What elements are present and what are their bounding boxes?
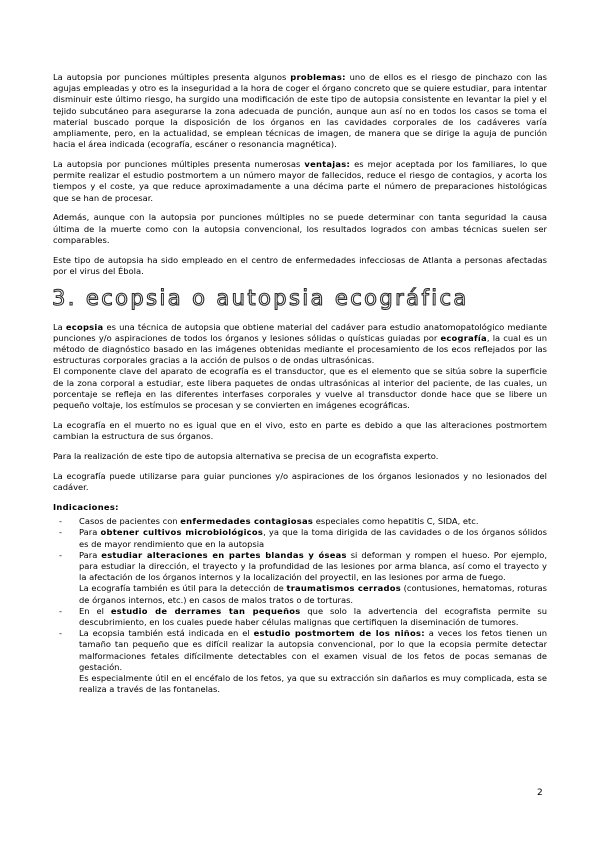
paragraph-problemas xyxy=(53,72,547,150)
text: es mejor aceptada por los familiares, lo que permite realizar el estudio postmortem a un número mayor de fallecidos, reduce el riesgo de contagios, y acorta los tiempos y el coste, ya que reduce aproximadamente a una décima parte el número de preparaciones histológicas que se han de procesar. xyxy=(53,159,547,203)
paragraph-atlanta: Este tipo de autopsia ha sido empleado en el centro de enfermedades infecciosas de Atlanta a personas afectadas por el virus del Ébola. xyxy=(53,254,547,276)
text: La ecografía también es útil para la detección de xyxy=(79,583,287,594)
list-item xyxy=(53,516,547,527)
text: especiales como hepatitis C, SIDA, etc. xyxy=(313,516,479,527)
text: uno de ellos es el riesgo de pinchazo con las agujas empleadas y otro es la inseguridad a la hora de coger el órgano concreto que se quiere estudiar, para intentar disminuir este último riesgo, ha surgido una modificación de este tipo de autopsia consistente en levantar la piel y el tejido subcutáneo para asegurarse la zona adecuada de punción, aunque aun así no en todos los casos se toma el material buscado porque la disposición de los órganos en las cavidades corporales de los cadáveres varía ampliamente, pero, en la actualidad, se emplean técnicas de imagen, de manera que se dirige la aguja de punción hacia el área indicada (ecografía, escáner o resonancia magnética). xyxy=(53,72,548,150)
page-number: 2 xyxy=(537,788,543,798)
text: , la cual es un método de diagnóstico basado en las imágenes obtenidas mediante el procesamiento de los ecos reflejados por las estructuras corporales gracias a la acción de pulsos o de ondas ultrasónicas. xyxy=(53,332,547,366)
text: es una técnica de autopsia que obtiene material del cadáver para estudio anatomopatológico mediante punciones y/o aspiraciones de todos los órganos y lesiones sólidas o quísticas guiadas por xyxy=(53,321,547,343)
text: La xyxy=(53,321,66,332)
text: Casos de pacientes con xyxy=(79,516,181,527)
document-page xyxy=(53,72,547,696)
text: Para xyxy=(79,549,102,560)
bold-term: obtener cultivos microbiológicos xyxy=(100,527,264,538)
section-heading: 3. ecopsia o autopsia ecográfica xyxy=(52,285,469,310)
bold-term: ventajas: xyxy=(304,159,351,170)
list-item-continuation xyxy=(79,583,547,605)
bold-term: traumatismos cerrados xyxy=(286,583,401,594)
bold-term: estudio de derrames tan pequeños xyxy=(110,605,301,616)
bold-term: estudiar alteraciones en partes blandas y óseas xyxy=(101,549,347,560)
text: La autopsia por punciones múltiples presenta numerosas xyxy=(53,159,305,170)
text: En el xyxy=(79,605,111,616)
bold-term: ecografía xyxy=(440,332,487,343)
text: Para xyxy=(79,527,101,538)
bold-term: problemas: xyxy=(290,72,346,82)
bold-term: enfermedades contagiosas xyxy=(180,516,314,527)
list-item-continuation: Es especialmente útil en el encéfalo de los fetos, ya que su extracción sin dañarlos es muy complicada, esta se realiza a través de las fontanelas. xyxy=(79,673,547,695)
paragraph-ademas: Además, aunque con la autopsia por punciones múltiples no se puede determinar con tanta seguridad la causa última de la muerte como con la autopsia convencional, los resultados logrados con ambas técnicas suelen ser comparables. xyxy=(53,212,547,245)
text: que solo la advertencia del ecografista permite su descubrimiento, en los cuales puede haber células malignas que certifiquen la diseminación de tumores. xyxy=(79,605,547,628)
text: , ya que la toma dirigida de las cavidades o de los órganos sólidos es de mayor rendimiento que en la autopsia xyxy=(79,527,548,549)
text: La ecopsia también está indicada en el xyxy=(79,628,254,639)
list-item xyxy=(53,527,547,549)
paragraph-punciones: La ecografía puede utilizarse para guiar punciones y/o aspiraciones de los órganos lesionados y no lesionados del cadáver. xyxy=(53,471,547,493)
text: si deforman y rompen el hueso. Por ejemplo, para estudiar la dirección, el trayecto y la profundidad de las lesiones por arma blanca, así como el trayecto y la afectación de los órganos internos y la localización del proyectil, en las lesiones por arma de fuego. xyxy=(79,549,548,583)
paragraph-ventajas xyxy=(53,159,547,204)
bold-term: estudio postmortem de los niños: xyxy=(253,628,425,639)
paragraph-ecografia-muerto: La ecografía en el muerto no es igual que en el vivo, esto en parte es debido a que las alteraciones postmortem cambian la estructura de sus órganos. xyxy=(53,420,547,442)
text: a veces los fetos tienen un tamaño tan pequeño que es difícil realizar la autopsia convencional, por lo que la ecopsia permite detectar malformaciones fetales difícilmente detectables con el examen visual de los fetos de pocas semanas de gestación. xyxy=(79,628,547,672)
indicaciones-list xyxy=(53,516,547,695)
list-item xyxy=(53,628,547,695)
text: El componente clave del aparato de ecografía es el transductor, que es el elemento que se sitúa sobre la superficie de la zona corporal a estudiar, este libera paquetes de ondas ultrasónicas al interior del paciente, de las cuales, un porcentaje se refleja en las diferentes interfases corporales y vuelve al transductor donde hace que se libere un pequeño voltaje, los estímulos se procesan y se convierten en imágenes ecográficas. xyxy=(53,366,547,411)
paragraph-ecografista: Para la realización de este tipo de autopsia alternativa se precisa de un ecografista experto. xyxy=(53,451,439,462)
text: La autopsia por punciones múltiples presenta algunos xyxy=(53,72,291,82)
indicaciones-title: Indicaciones: xyxy=(53,502,119,513)
list-item xyxy=(53,550,547,606)
list-item xyxy=(53,606,547,628)
paragraph-ecopsia xyxy=(53,322,547,412)
bold-term: ecopsia xyxy=(65,321,104,332)
text: (contusiones, hematomas, roturas de órganos internos, etc.) en casos de malos tratos o de torturas. xyxy=(79,583,547,605)
